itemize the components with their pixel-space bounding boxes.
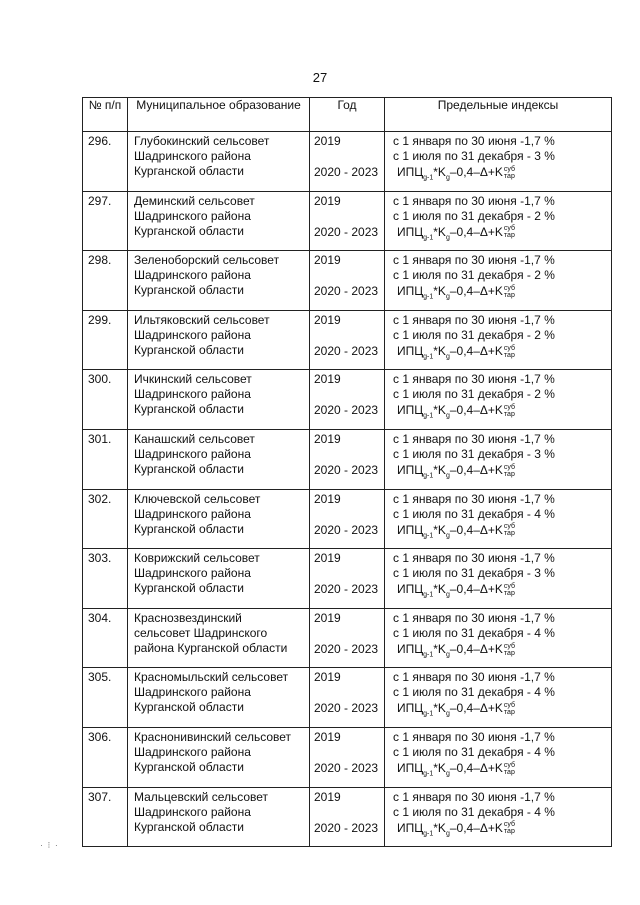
municipality-cell (128, 549, 310, 609)
formula-ipc: ИПЦ (397, 760, 424, 775)
index-formula (393, 760, 611, 782)
formula-ipc: ИПЦ (397, 701, 424, 716)
row-number: 302. (83, 489, 128, 549)
row-number: 297. (83, 191, 128, 251)
formula-rest: –0,4–Δ+K (449, 641, 503, 656)
municipality-line: Шадринского района (134, 566, 251, 581)
formula-k-sub2: тар (503, 768, 515, 776)
formula-k-sup: суб (503, 523, 516, 531)
formula-k-sup: суб (503, 225, 516, 233)
formula-k-sup: суб (503, 761, 516, 769)
formula-k-indices (504, 821, 515, 835)
year-first: 2019 (314, 312, 341, 327)
year-first: 2019 (314, 253, 341, 268)
formula-k-sup: суб (503, 702, 516, 710)
year-cell (310, 549, 385, 609)
municipality-line: Курганской области (134, 819, 244, 834)
year-first: 2019 (314, 670, 341, 685)
municipality-line: Ичкинский сельсовет (134, 372, 252, 387)
index-period-1: с 1 января по 30 июня -1,7 % (393, 372, 555, 387)
table-row (83, 251, 612, 311)
municipality-cell (128, 608, 310, 668)
municipality-cell (128, 489, 310, 549)
index-period-1: с 1 января по 30 июня -1,7 % (393, 431, 555, 446)
formula-ipc-sub: g-1 (423, 710, 434, 718)
municipality-cell (128, 429, 310, 489)
formula-k-sub2: тар (503, 470, 515, 478)
formula-mult: *K (433, 284, 446, 299)
formula-ipc: ИПЦ (397, 641, 424, 656)
formula-k-sub2: тар (503, 411, 515, 419)
formula-ipc: ИПЦ (397, 165, 424, 179)
year-range: 2020 - 2023 (314, 760, 379, 775)
formula-k-sub: g (445, 472, 450, 480)
formula-ipc: ИПЦ (397, 820, 424, 835)
formula-ipc-sub: g-1 (423, 233, 434, 241)
index-formula (393, 641, 611, 663)
year-range: 2020 - 2023 (314, 165, 379, 179)
page-number: 27 (312, 70, 328, 85)
indices-cell (385, 429, 612, 489)
municipality-cell (128, 251, 310, 311)
index-formula (393, 522, 611, 544)
formula-k-sup: суб (503, 165, 516, 173)
year-cell (310, 787, 385, 847)
formula-mult: *K (433, 522, 446, 537)
formula-k-indices (504, 643, 515, 657)
row-number: 299. (83, 310, 128, 370)
formula-rest: –0,4–Δ+K (449, 343, 503, 358)
formula-ipc-sub: g-1 (423, 353, 434, 361)
formula-ipc: ИПЦ (397, 462, 424, 477)
formula-rest: –0,4–Δ+K (449, 403, 503, 418)
formula-k-indices (504, 583, 515, 597)
index-period-2: с 1 июля по 31 декабря - 3 % (393, 566, 555, 581)
year-first: 2019 (314, 372, 341, 387)
year-range: 2020 - 2023 (314, 701, 379, 716)
formula-ipc: ИПЦ (397, 403, 424, 418)
index-period-2: с 1 июля по 31 декабря - 3 % (393, 446, 555, 461)
municipality-line: Шадринского района (134, 327, 251, 342)
year-cell (310, 251, 385, 311)
formula-ipc: ИПЦ (397, 284, 424, 299)
formula-k-indices (504, 345, 515, 359)
year-cell (310, 668, 385, 728)
municipality-line: Шадринского района (134, 208, 251, 223)
indices-cell (385, 370, 612, 430)
formula-k-sub2: тар (503, 351, 515, 359)
municipality-cell (128, 370, 310, 430)
index-period-1: с 1 января по 30 июня -1,7 % (393, 789, 555, 804)
index-period-2: с 1 июля по 31 декабря - 4 % (393, 804, 555, 819)
formula-ipc: ИПЦ (397, 582, 424, 597)
formula-k-indices (504, 225, 515, 239)
formula-k-sub2: тар (503, 709, 515, 717)
formula-ipc-sub: g-1 (423, 591, 434, 599)
year-range: 2020 - 2023 (314, 403, 379, 418)
municipality-line: Шадринского района (134, 685, 251, 700)
formula-ipc-sub: g-1 (423, 829, 434, 837)
formula-mult: *K (433, 701, 446, 716)
formula-rest: –0,4–Δ+K (449, 760, 503, 775)
table-row (83, 310, 612, 370)
indices-cell (385, 608, 612, 668)
year-first: 2019 (314, 431, 341, 446)
index-formula (393, 164, 611, 186)
formula-k-sub: g (445, 412, 450, 420)
table-row (83, 668, 612, 728)
year-range: 2020 - 2023 (314, 820, 379, 835)
table-row (83, 787, 612, 847)
formula-ipc: ИПЦ (397, 224, 424, 239)
municipality-cell (128, 191, 310, 251)
formula-rest: –0,4–Δ+K (449, 582, 503, 597)
year-cell (310, 608, 385, 668)
formula-k-indices (504, 285, 515, 299)
table-row (83, 727, 612, 787)
table-row (83, 191, 612, 251)
index-period-2: с 1 июля по 31 декабря - 2 % (393, 327, 555, 342)
index-period-2: с 1 июля по 31 декабря - 4 % (393, 685, 555, 700)
formula-k-sup: суб (503, 582, 516, 590)
formula-k-sup: суб (503, 642, 516, 650)
municipality-line: Краснонивинский сельсовет (134, 729, 292, 744)
formula-k-sup: суб (503, 821, 516, 829)
table-row (83, 608, 612, 668)
margin-mark: · ⁝ · (40, 840, 59, 850)
header-year: Год (310, 98, 385, 132)
year-first: 2019 (314, 789, 341, 804)
municipality-line: Глубокинский сельсовет (134, 134, 270, 148)
formula-k-sup: суб (503, 463, 516, 471)
municipality-line: Курганской области (134, 223, 244, 238)
header-municipality: Муниципальное образование (128, 98, 310, 132)
formula-k-indices (504, 166, 515, 180)
indices-cell (385, 668, 612, 728)
index-period-2: с 1 июля по 31 декабря - 4 % (393, 625, 555, 640)
year-first: 2019 (314, 551, 341, 566)
formula-k-sup: суб (503, 285, 516, 293)
year-cell (310, 132, 385, 192)
index-formula (393, 343, 611, 365)
year-first: 2019 (314, 134, 341, 148)
year-range: 2020 - 2023 (314, 462, 379, 477)
year-range: 2020 - 2023 (314, 224, 379, 239)
year-cell (310, 310, 385, 370)
year-first: 2019 (314, 193, 341, 208)
index-period-2: с 1 июля по 31 декабря - 2 % (393, 268, 555, 283)
formula-mult: *K (433, 582, 446, 597)
formula-k-sub: g (445, 770, 450, 778)
municipality-line: Канашский сельсовет (134, 431, 255, 446)
row-number: 301. (83, 429, 128, 489)
formula-k-sub2: тар (503, 292, 515, 300)
formula-ipc-sub: g-1 (423, 531, 434, 539)
municipality-line: Шадринского района (134, 149, 251, 163)
index-period-1: с 1 января по 30 июня -1,7 % (393, 610, 555, 625)
year-range: 2020 - 2023 (314, 343, 379, 358)
municipality-cell (128, 132, 310, 192)
formula-k-sub2: тар (503, 172, 515, 180)
index-period-2: с 1 июля по 31 декабря - 4 % (393, 506, 555, 521)
year-cell (310, 727, 385, 787)
index-period-1: с 1 января по 30 июня -1,7 % (393, 729, 555, 744)
formula-mult: *K (433, 403, 446, 418)
year-cell (310, 489, 385, 549)
year-first: 2019 (314, 610, 341, 625)
index-formula (393, 700, 611, 722)
municipality-cell (128, 668, 310, 728)
year-cell (310, 191, 385, 251)
municipality-cell (128, 310, 310, 370)
formula-rest: –0,4–Δ+K (449, 462, 503, 477)
formula-rest: –0,4–Δ+K (449, 224, 503, 239)
municipality-line: района Курганской области (134, 640, 288, 655)
formula-ipc: ИПЦ (397, 343, 424, 358)
municipality-line: Курганской области (134, 283, 244, 298)
municipality-line: Курганской области (134, 700, 244, 715)
formula-k-sub: g (445, 293, 450, 301)
table-row (83, 429, 612, 489)
indices-cell (385, 191, 612, 251)
index-period-2: с 1 июля по 31 декабря - 3 % (393, 149, 555, 163)
table-row (83, 370, 612, 430)
index-period-2: с 1 июля по 31 декабря - 4 % (393, 744, 555, 759)
index-formula (393, 224, 611, 246)
formula-rest: –0,4–Δ+K (449, 284, 503, 299)
index-period-1: с 1 января по 30 июня -1,7 % (393, 134, 555, 148)
index-formula (393, 820, 611, 842)
formula-ipc-sub: g-1 (423, 770, 434, 778)
index-period-1: с 1 января по 30 июня -1,7 % (393, 670, 555, 685)
index-period-2: с 1 июля по 31 декабря - 2 % (393, 387, 555, 402)
table-row (83, 489, 612, 549)
indices-table (82, 97, 612, 847)
formula-ipc-sub: g-1 (423, 174, 434, 182)
row-number: 300. (83, 370, 128, 430)
formula-k-indices (504, 762, 515, 776)
table-row (83, 132, 612, 192)
row-number: 305. (83, 668, 128, 728)
formula-k-sub: g (445, 174, 450, 182)
municipality-line: Курганской области (134, 342, 244, 357)
formula-k-sub2: тар (503, 589, 515, 597)
indices-cell (385, 549, 612, 609)
formula-k-sub2: тар (503, 828, 515, 836)
indices-cell (385, 489, 612, 549)
index-period-1: с 1 января по 30 июня -1,7 % (393, 491, 555, 506)
municipality-line: Курганской области (134, 461, 244, 476)
formula-k-sub: g (445, 233, 450, 241)
formula-ipc-sub: g-1 (423, 412, 434, 420)
row-number: 304. (83, 608, 128, 668)
index-period-1: с 1 января по 30 июня -1,7 % (393, 193, 555, 208)
table-row (83, 549, 612, 609)
index-formula (393, 462, 611, 484)
municipality-line: Шадринского района (134, 387, 251, 402)
formula-k-sub: g (445, 829, 450, 837)
municipality-line: Шадринского района (134, 506, 251, 521)
formula-k-sup: суб (503, 344, 516, 352)
municipality-line: Шадринского района (134, 744, 251, 759)
formula-k-sub: g (445, 710, 450, 718)
row-number: 298. (83, 251, 128, 311)
year-first: 2019 (314, 491, 341, 506)
formula-k-sub2: тар (503, 649, 515, 657)
formula-mult: *K (433, 343, 446, 358)
index-period-1: с 1 января по 30 июня -1,7 % (393, 253, 555, 268)
indices-cell (385, 787, 612, 847)
year-cell (310, 370, 385, 430)
header-indices: Предельные индексы (385, 98, 612, 132)
municipality-cell (128, 727, 310, 787)
row-number: 307. (83, 787, 128, 847)
row-number: 296. (83, 132, 128, 192)
year-range: 2020 - 2023 (314, 284, 379, 299)
table-header-row (83, 98, 612, 132)
municipality-line: Ильтяковский сельсовет (134, 312, 270, 327)
formula-k-indices (504, 523, 515, 537)
municipality-line: Шадринского района (134, 804, 251, 819)
municipality-cell (128, 787, 310, 847)
index-formula (393, 402, 611, 424)
formula-k-sub2: тар (503, 232, 515, 240)
municipality-line: Курганской области (134, 759, 244, 774)
municipality-line: сельсовет Шадринского (134, 625, 268, 640)
formula-k-sub2: тар (503, 530, 515, 538)
formula-k-sub: g (445, 651, 450, 659)
formula-mult: *K (433, 641, 446, 656)
municipality-line: Курганской области (134, 521, 244, 536)
municipality-line: Деминский сельсовет (134, 193, 255, 208)
formula-rest: –0,4–Δ+K (449, 820, 503, 835)
index-period-2: с 1 июля по 31 декабря - 2 % (393, 208, 555, 223)
formula-rest: –0,4–Δ+K (449, 522, 503, 537)
year-range: 2020 - 2023 (314, 522, 379, 537)
year-first: 2019 (314, 729, 341, 744)
formula-mult: *K (433, 224, 446, 239)
municipality-line: Коврижский сельсовет (134, 551, 260, 566)
formula-rest: –0,4–Δ+K (449, 165, 503, 179)
municipality-line: Зеленоборский сельсовет (134, 253, 280, 268)
municipality-line: Красномыльский сельсовет (134, 670, 289, 685)
index-period-1: с 1 января по 30 июня -1,7 % (393, 551, 555, 566)
formula-k-sub: g (445, 353, 450, 361)
row-number: 306. (83, 727, 128, 787)
formula-k-indices (504, 702, 515, 716)
municipality-line: Шадринского района (134, 268, 251, 283)
index-formula (393, 283, 611, 305)
formula-k-sup: суб (503, 404, 516, 412)
year-range: 2020 - 2023 (314, 641, 379, 656)
formula-k-indices (504, 404, 515, 418)
formula-k-sub: g (445, 591, 450, 599)
formula-ipc-sub: g-1 (423, 293, 434, 301)
formula-mult: *K (433, 165, 446, 179)
formula-mult: *K (433, 462, 446, 477)
formula-mult: *K (433, 820, 446, 835)
municipality-line: Краснозвездинский (134, 610, 242, 625)
header-num: № п/п (83, 98, 128, 132)
municipality-line: Ключевской сельсовет (134, 491, 261, 506)
year-cell (310, 429, 385, 489)
indices-cell (385, 132, 612, 192)
formula-rest: –0,4–Δ+K (449, 701, 503, 716)
index-formula (393, 581, 611, 603)
indices-cell (385, 310, 612, 370)
year-range: 2020 - 2023 (314, 582, 379, 597)
indices-cell (385, 727, 612, 787)
formula-k-sub: g (445, 531, 450, 539)
row-number: 303. (83, 549, 128, 609)
municipality-line: Курганской области (134, 164, 244, 178)
municipality-line: Курганской области (134, 581, 244, 596)
formula-ipc: ИПЦ (397, 522, 424, 537)
formula-ipc-sub: g-1 (423, 472, 434, 480)
formula-mult: *K (433, 760, 446, 775)
municipality-line: Мальцевский сельсовет (134, 789, 269, 804)
municipality-line: Шадринского района (134, 446, 251, 461)
index-period-1: с 1 января по 30 июня -1,7 % (393, 312, 555, 327)
formula-ipc-sub: g-1 (423, 651, 434, 659)
formula-k-indices (504, 464, 515, 478)
table-body (83, 132, 612, 847)
indices-cell (385, 251, 612, 311)
municipality-line: Курганской области (134, 402, 244, 417)
